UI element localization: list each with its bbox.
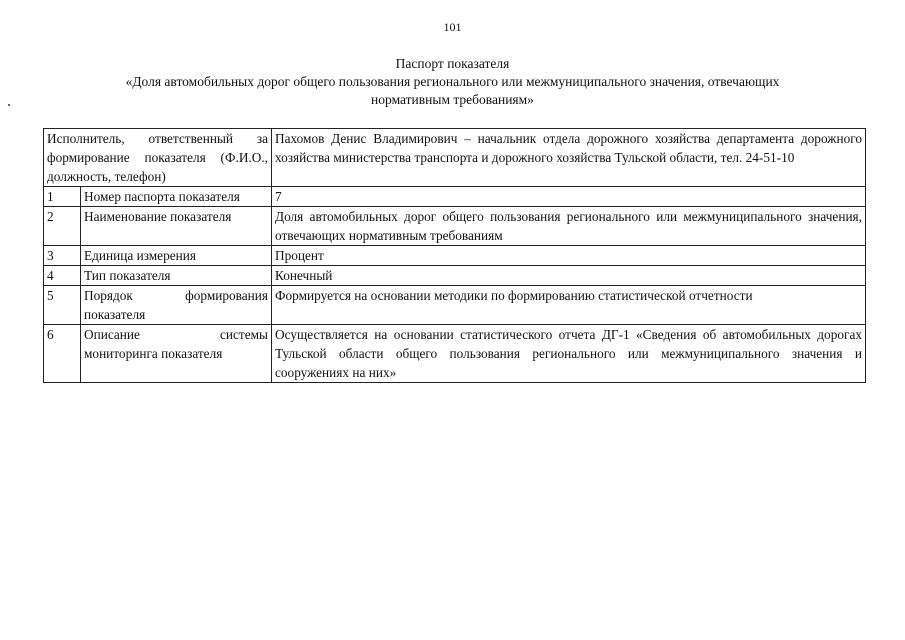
row-label: Единица измерения [81,246,272,266]
responsible-label: Исполнитель, ответственный за формирование показателя (Ф.И.О., должность, телефон) [44,129,272,187]
responsible-value: Пахомов Денис Владимирович – начальник отдела дорожного хозяйства департамента дорожного хозяйства министерства транспорта и дорожного хозяйства Тульской области, тел. 24-51-10 [272,129,866,187]
row-number: 4 [44,266,81,286]
row-label: Наименование показателя [81,207,272,246]
table-row [44,286,866,325]
table-row [44,207,866,246]
table-row [44,187,866,207]
title-line-1: Паспорт показателя [395,56,510,71]
row-number: 5 [44,286,81,325]
title-line-3: нормативным требованиям» [371,92,534,107]
row-number: 3 [44,246,81,266]
row-label: Описание системы мониторинга показателя [81,325,272,383]
table-row-responsible [44,129,866,187]
table-row [44,246,866,266]
row-number: 6 [44,325,81,383]
document-title [40,55,865,109]
title-line-2: «Доля автомобильных дорог общего пользования регионального или межмуниципального значения, отвечающих [125,74,780,89]
table-row [44,325,866,383]
row-value: Формируется на основании методики по формированию статистической отчетности [272,286,866,325]
table-row [44,266,866,286]
row-value: Осуществляется на основании статистического отчета ДГ-1 «Сведения об автомобильных дорогах Тульской области общего пользования регионального или межмуниципального значения и сооружениях на них» [272,325,866,383]
row-number: 2 [44,207,81,246]
row-label: Номер паспорта показателя [81,187,272,207]
row-value: Доля автомобильных дорог общего пользования регионального или межмуниципального значения, отвечающих нормативным требованиям [272,207,866,246]
page-number: 101 [443,20,462,34]
row-label: Тип показателя [81,266,272,286]
row-value: 7 [272,187,866,207]
row-value: Конечный [272,266,866,286]
row-value: Процент [272,246,866,266]
row-label: Порядок формирования показателя [81,286,272,325]
row-number: 1 [44,187,81,207]
indicator-passport-table [43,128,866,383]
margin-dot [8,104,10,106]
